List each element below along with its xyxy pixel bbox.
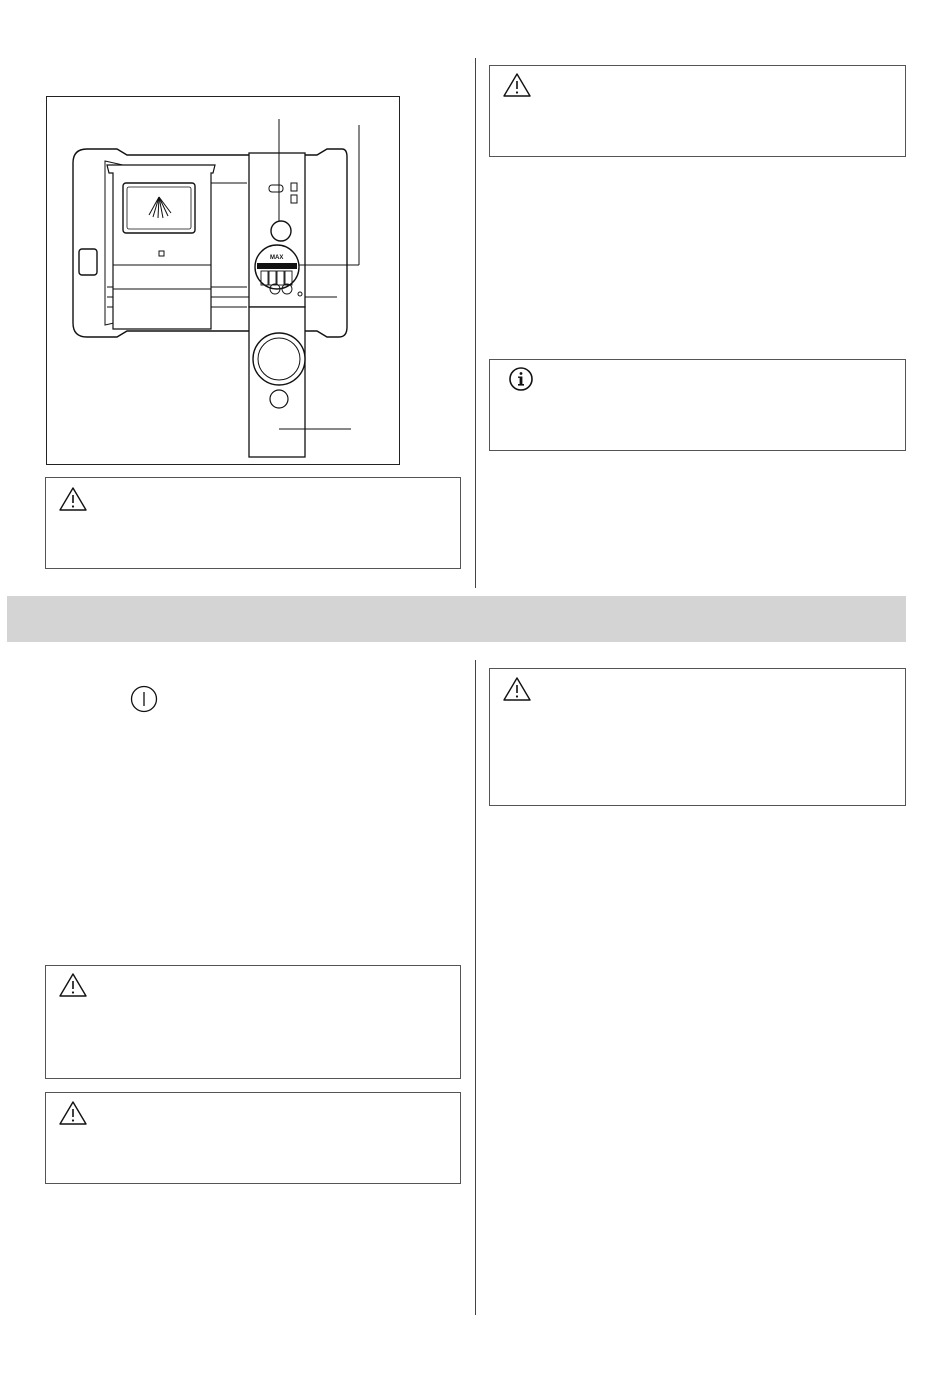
section-heading-band <box>7 596 906 642</box>
warning-triangle-icon <box>502 676 532 702</box>
warning-triangle-icon <box>58 972 88 998</box>
warning-triangle-icon <box>502 72 532 98</box>
dispenser-drawing <box>47 97 399 464</box>
power-on-off-icon <box>129 684 159 714</box>
warning-box-5 <box>45 1092 461 1184</box>
warning-triangle-icon <box>58 486 88 512</box>
info-circle-icon <box>508 366 534 392</box>
warning-box-1 <box>45 477 461 569</box>
warning-box-4 <box>45 965 461 1079</box>
warning-box-3 <box>489 668 906 806</box>
info-box <box>489 359 906 451</box>
warning-box-2 <box>489 65 906 157</box>
warning-triangle-icon <box>58 1100 88 1126</box>
dial-max-label: MAX <box>270 255 284 261</box>
dispenser-figure <box>46 96 400 465</box>
column-divider-top <box>475 58 476 588</box>
column-divider-bottom <box>475 660 476 1315</box>
